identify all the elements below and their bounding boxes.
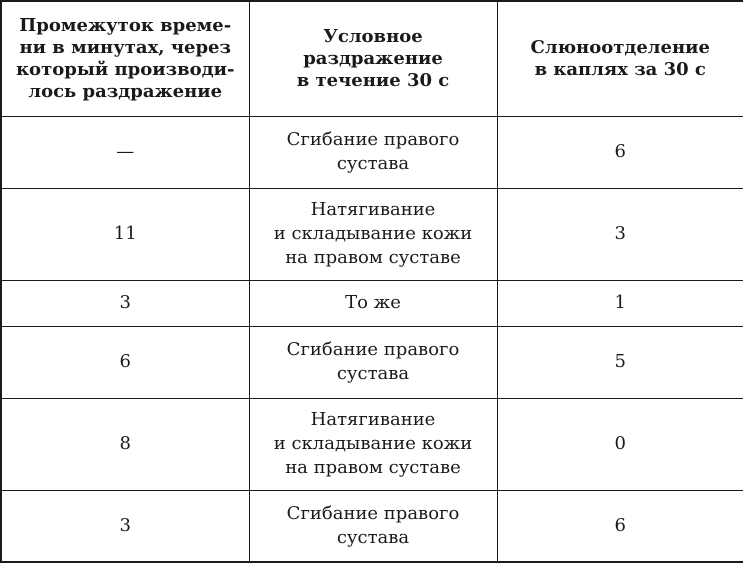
header-salivation: Слюноотделение в каплях за 30 с (497, 1, 743, 116)
cell-interval: 3 (1, 490, 249, 562)
cell-salivation: 1 (497, 280, 743, 326)
cell-interval: — (1, 116, 249, 188)
table-row (1, 326, 743, 398)
table-row (1, 116, 743, 188)
cell-interval: 11 (1, 188, 249, 280)
cell-salivation: 6 (497, 116, 743, 188)
cell-stimulus: Сгибание правого сустава (249, 116, 497, 188)
cell-interval: 8 (1, 398, 249, 490)
header-stimulus: Условное раздражение в течение 30 с (249, 1, 497, 116)
cell-stimulus: То же (249, 280, 497, 326)
cell-salivation: 0 (497, 398, 743, 490)
table-row (1, 188, 743, 280)
table-row (1, 490, 743, 562)
cell-salivation: 3 (497, 188, 743, 280)
header-interval: Промежуток време- ни в минутах, через который производи- лось раздражение (1, 1, 249, 116)
table-header-row (1, 1, 743, 116)
cell-interval: 6 (1, 326, 249, 398)
cell-salivation: 6 (497, 490, 743, 562)
cell-interval: 3 (1, 280, 249, 326)
cell-stimulus: Сгибание правого сустава (249, 490, 497, 562)
cell-stimulus: Сгибание правого сустава (249, 326, 497, 398)
cell-salivation: 5 (497, 326, 743, 398)
table-row (1, 398, 743, 490)
cell-stimulus: Натягивание и складывание кожи на правом суставе (249, 398, 497, 490)
table-row (1, 280, 743, 326)
cell-stimulus: Натягивание и складывание кожи на правом суставе (249, 188, 497, 280)
